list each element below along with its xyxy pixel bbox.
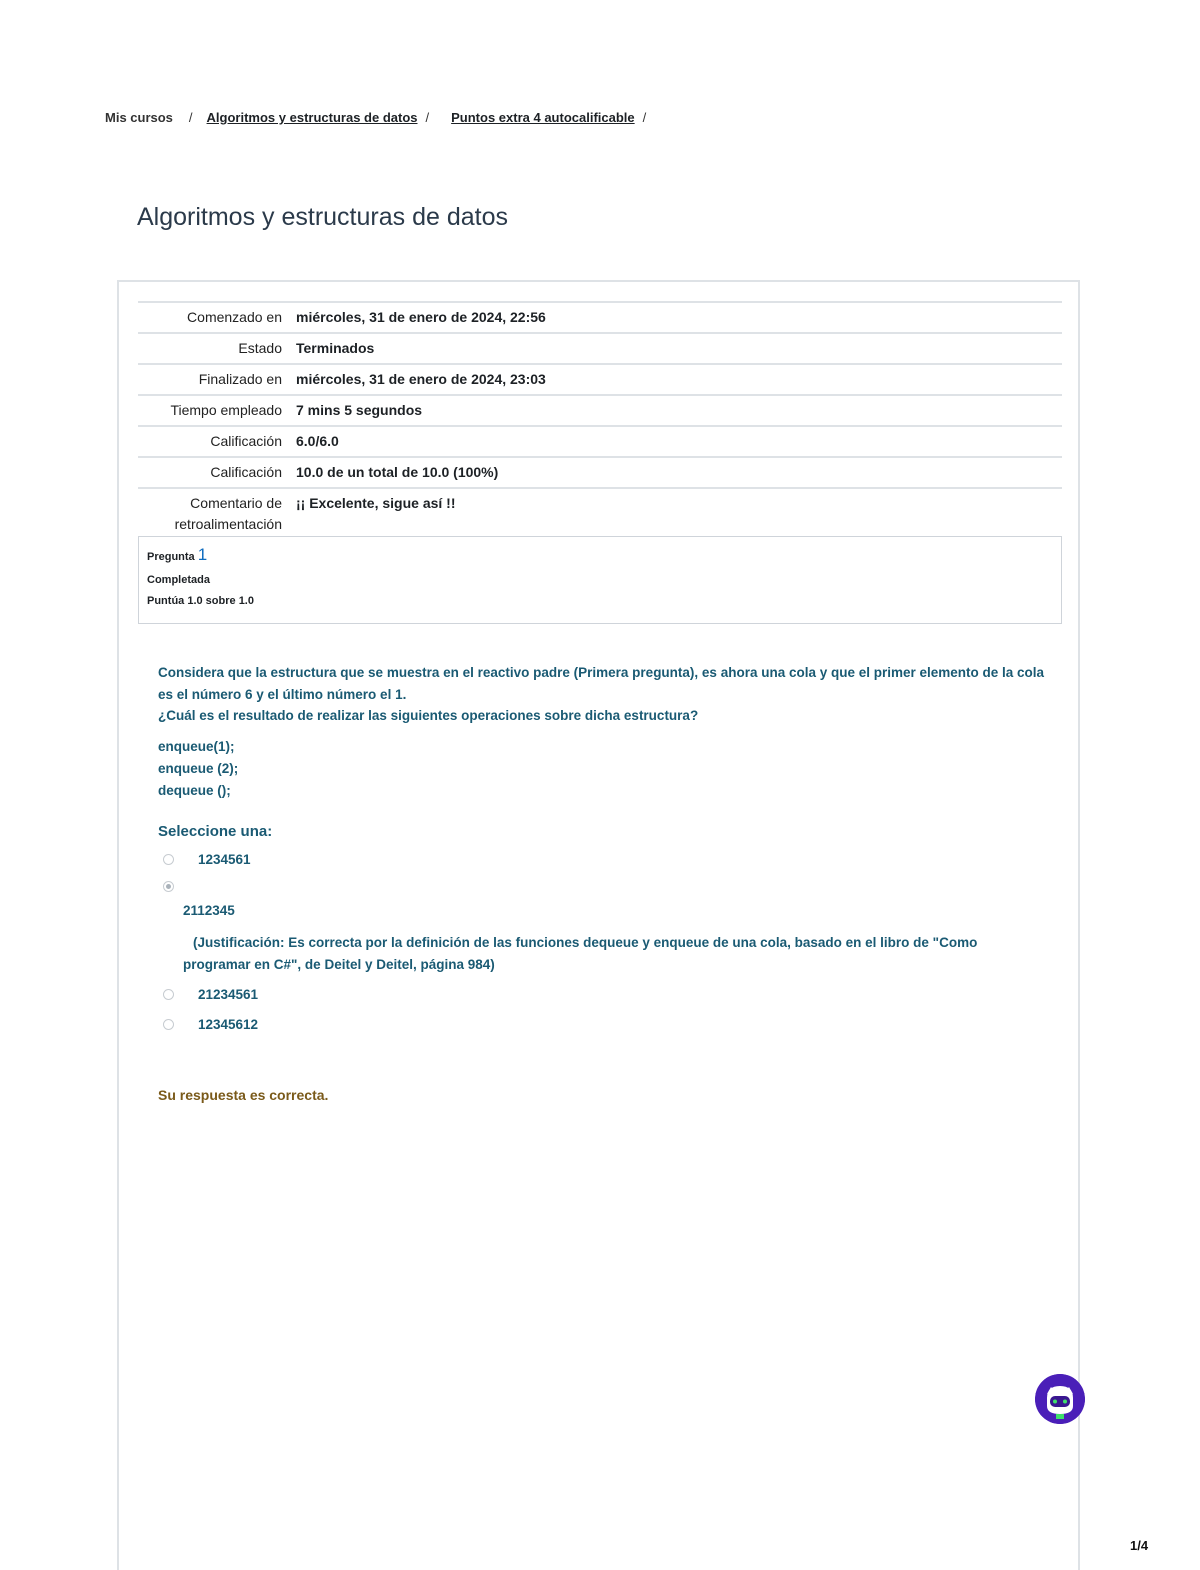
- question-number: [147, 545, 1053, 565]
- summary-row: [138, 488, 1062, 539]
- breadcrumb-separator: /: [642, 110, 647, 125]
- attempt-summary-table: [138, 301, 1062, 539]
- question-label: Pregunta: [147, 551, 195, 563]
- summary-row: [138, 364, 1062, 395]
- summary-row: [138, 333, 1062, 364]
- question-text-line: Considera que la estructura que se muestra en el reactivo padre (Primera pregunta), es ahora una cola y que el primer elemento de la cola es el número 6 y el último número el 1.: [158, 665, 1045, 702]
- answer-option: [163, 852, 251, 867]
- summary-value: 7 mins 5 segundos: [296, 402, 423, 418]
- answer-option: [163, 1017, 258, 1032]
- question-code: [158, 736, 238, 802]
- answer-justification: (Justificación: Es correcta por la definición de las funciones dequeue y enqueue de una cola, basado en el libro de "Como programar en C#", de Deitel y Deitel, página 984): [183, 935, 978, 972]
- breadcrumb-quiz-link[interactable]: Puntos extra 4 autocalificable: [451, 110, 635, 125]
- question-number-value: 1: [197, 545, 208, 564]
- breadcrumb-mis-cursos[interactable]: Mis cursos: [105, 110, 173, 125]
- answer-option-label: 2112345: [183, 903, 235, 918]
- page-number: 1/4: [1130, 1538, 1149, 1553]
- code-line: enqueue (2);: [158, 761, 239, 776]
- summary-label: Comentario de retroalimentación: [174, 495, 282, 532]
- question-state: Completada: [147, 574, 210, 586]
- code-line: dequeue ();: [158, 783, 231, 798]
- summary-value: Terminados: [296, 340, 375, 356]
- answer-option-label: 21234561: [198, 987, 259, 1002]
- question-text-line: ¿Cuál es el resultado de realizar las siguientes operaciones sobre dicha estructura?: [158, 708, 699, 723]
- summary-value: 6.0/6.0: [296, 433, 339, 449]
- code-line: enqueue(1);: [158, 739, 235, 754]
- question-grade: Puntúa 1.0 sobre 1.0: [147, 595, 254, 607]
- answer-feedback: Su respuesta es correcta.: [158, 1087, 329, 1103]
- chat-assistant-avatar-icon[interactable]: [1035, 1374, 1085, 1424]
- answer-prompt: Seleccione una:: [158, 823, 273, 840]
- answer-option-selected: [163, 881, 198, 892]
- answer-option-label: 1234561: [198, 852, 251, 867]
- answer-option-label: 12345612: [198, 1017, 259, 1032]
- summary-label: Finalizado en: [198, 371, 282, 387]
- summary-value: ¡¡ Excelente, sigue así !!: [296, 495, 456, 511]
- summary-value: 10.0 de un total de 10.0 (100%): [296, 464, 499, 480]
- summary-row: [138, 302, 1062, 333]
- answer-radio-selected[interactable]: [163, 881, 174, 892]
- breadcrumb-separator: /: [188, 110, 193, 125]
- question-info-box: [138, 536, 1062, 624]
- breadcrumb-course-link[interactable]: Algoritmos y estructuras de datos: [206, 110, 418, 125]
- question-text: [158, 662, 1048, 727]
- summary-label: Comenzado en: [187, 309, 282, 325]
- answer-radio[interactable]: [163, 1019, 174, 1030]
- summary-value: miércoles, 31 de enero de 2024, 22:56: [296, 309, 546, 325]
- summary-row: [138, 395, 1062, 426]
- summary-label: Calificación: [210, 464, 282, 480]
- summary-label: Tiempo empleado: [170, 402, 282, 418]
- summary-label: Calificación: [210, 433, 282, 449]
- answer-radio[interactable]: [163, 854, 174, 865]
- breadcrumb: [105, 110, 660, 125]
- page-title: Algoritmos y estructuras de datos: [137, 203, 508, 231]
- summary-row: [138, 426, 1062, 457]
- robot-icon: [1035, 1374, 1085, 1424]
- answer-radio[interactable]: [163, 989, 174, 1000]
- summary-label: Estado: [238, 340, 282, 356]
- summary-row: [138, 457, 1062, 488]
- summary-value: miércoles, 31 de enero de 2024, 23:03: [296, 371, 546, 387]
- breadcrumb-separator: /: [425, 110, 430, 125]
- answer-option: [163, 987, 258, 1002]
